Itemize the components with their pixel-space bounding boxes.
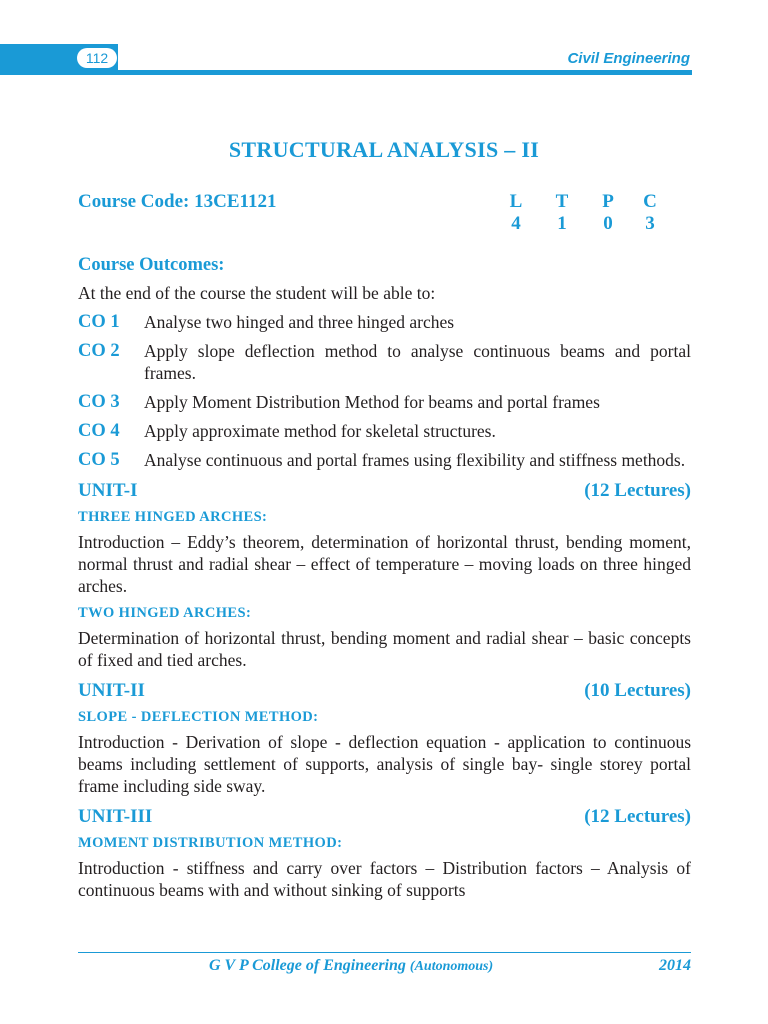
outcome-id: CO 5: [78, 450, 120, 470]
syllabus-content: [78, 253, 691, 901]
topic-heading: SLOPE - DEFLECTION METHOD:: [78, 709, 319, 725]
footer-rule: [78, 952, 691, 953]
topic-text: Determination of horizontal thrust, bending moment and radial shear – basic concepts of fixed and tied arches.: [78, 628, 691, 670]
ltpc-l-label: L: [509, 191, 523, 212]
unit-lectures: (12 Lectures): [584, 480, 691, 501]
unit-heading: [78, 679, 691, 703]
college-name: G V P College of Engineering: [209, 957, 406, 974]
outcome-text: Apply slope deflection method to analyse continuous beams and portal frames.: [144, 341, 691, 383]
outcome-text: Apply Moment Distribution Method for beams and portal frames: [144, 392, 600, 412]
outcome-text: Analyse continuous and portal frames using flexibility and stiffness methods.: [144, 450, 686, 470]
footer-college: [209, 957, 493, 975]
header-rule: [0, 70, 692, 75]
unit-title: UNIT-I: [78, 480, 138, 501]
course-outcome: [78, 449, 691, 471]
ltpc-l-value: 4: [511, 213, 521, 234]
footer-year: 2014: [659, 957, 691, 974]
course-title: STRUCTURAL ANALYSIS – II: [228, 137, 540, 162]
section-title: Civil Engineering: [567, 50, 690, 67]
topic-text: Introduction - stiffness and carry over factors – Distribution factors – Analysis of continuous beams with and without sinking of supports: [78, 858, 691, 900]
outcome-id: CO 4: [78, 421, 120, 441]
unit-title: UNIT-III: [78, 806, 153, 827]
course-outcome: [78, 340, 691, 384]
outcome-id: CO 1: [78, 312, 120, 332]
outcomes-heading: Course Outcomes:: [78, 255, 225, 275]
ltpc-p-value: 0: [603, 213, 613, 234]
course-code: Course Code: 13CE1121: [78, 191, 277, 212]
unit-lectures: (10 Lectures): [584, 680, 691, 701]
autonomous-label: (Autonomous): [409, 959, 494, 974]
course-outcome: [78, 311, 691, 333]
unit-title: UNIT-II: [78, 680, 145, 701]
outcome-text: Analyse two hinged and three hinged arches: [144, 312, 455, 332]
ltpc-c-value: 3: [645, 213, 655, 234]
topic-text: Introduction – Eddy’s theorem, determination of horizontal thrust, bending moment, normal thrust and radial shear – effect of temperature – moving loads on three hinged arches.: [78, 532, 691, 596]
unit-heading: [78, 479, 691, 503]
topic-text: Introduction - Derivation of slope - deflection equation - application to continuous beams including settlement of supports, analysis of single bay- single storey portal frame including side sway.: [78, 732, 691, 796]
ltpc-p-label: P: [602, 191, 614, 212]
unit-lectures: (12 Lectures): [584, 806, 691, 827]
topic-heading: TWO HINGED ARCHES:: [78, 605, 252, 621]
topic-heading: THREE HINGED ARCHES:: [78, 509, 268, 525]
course-outcome: [78, 391, 691, 413]
course-outcome: [78, 420, 691, 442]
ltpc-t-value: 1: [557, 213, 567, 234]
topic-heading: MOMENT DISTRIBUTION METHOD:: [78, 835, 343, 851]
outcome-text: Apply approximate method for skeletal structures.: [144, 421, 496, 441]
ltpc-t-label: T: [555, 191, 569, 212]
ltpc-c-label: C: [643, 191, 657, 212]
outcome-id: CO 2: [78, 341, 120, 361]
outcomes-intro: At the end of the course the student will be able to:: [78, 283, 436, 303]
unit-heading: [78, 805, 691, 829]
page-number: 112: [77, 48, 117, 68]
outcome-id: CO 3: [78, 392, 120, 412]
